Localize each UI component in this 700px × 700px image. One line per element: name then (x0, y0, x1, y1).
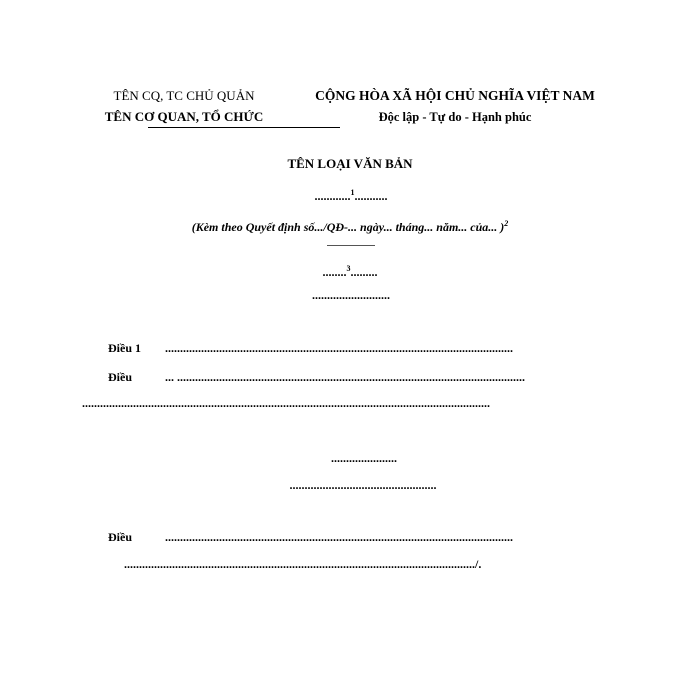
article-1-content: .................................................................................................................... (165, 341, 513, 355)
footnote-marker-3: 3 (346, 264, 351, 273)
summary-dots-before: ............ (314, 189, 351, 203)
article-3-label: Điều (108, 530, 132, 544)
summary-dots-after: ........... (354, 189, 388, 203)
article-1-label: Điều 1 (108, 341, 141, 355)
footnote-marker-2: 2 (504, 219, 509, 228)
article-2-content: ... .................................................................................................................... (165, 370, 525, 384)
article-2-label: Điều (108, 370, 132, 384)
attachment-reference-text: (Kèm theo Quyết định số.../QĐ-... ngày... tháng... năm... của... ) (191, 220, 505, 234)
chapter-dots-before: ........ (322, 265, 347, 279)
chapter-line (323, 264, 378, 280)
article-2-continuation: ........................................................................................................................................ (82, 396, 490, 410)
attachment-reference (192, 219, 509, 235)
article-3-continuation: ...................................................................................................................../. (124, 557, 482, 571)
document-type-title: TÊN LOẠI VĂN BẢN (287, 156, 413, 171)
title-separator-rule (327, 245, 375, 246)
national-title: CỘNG HÒA XÃ HỘI CHỦ NGHĨA VIỆT NAM (315, 88, 595, 103)
parent-agency-name: TÊN CQ, TC CHỦ QUẢN (113, 88, 255, 103)
section-dots-short: ...................... (331, 451, 397, 465)
agency-underline (148, 127, 340, 128)
agency-name: TÊN CƠ QUAN, TỔ CHỨC (104, 109, 264, 124)
article-3-content: .................................................................................................................... (165, 530, 513, 544)
document-summary-line (315, 188, 388, 204)
footnote-marker-1: 1 (350, 188, 355, 197)
national-motto: Độc lập - Tự do - Hạnh phúc (378, 110, 532, 124)
chapter-name-line: .......................... (312, 288, 390, 302)
chapter-dots-after: ......... (350, 265, 378, 279)
section-dots-long: ................................................. (289, 478, 437, 492)
